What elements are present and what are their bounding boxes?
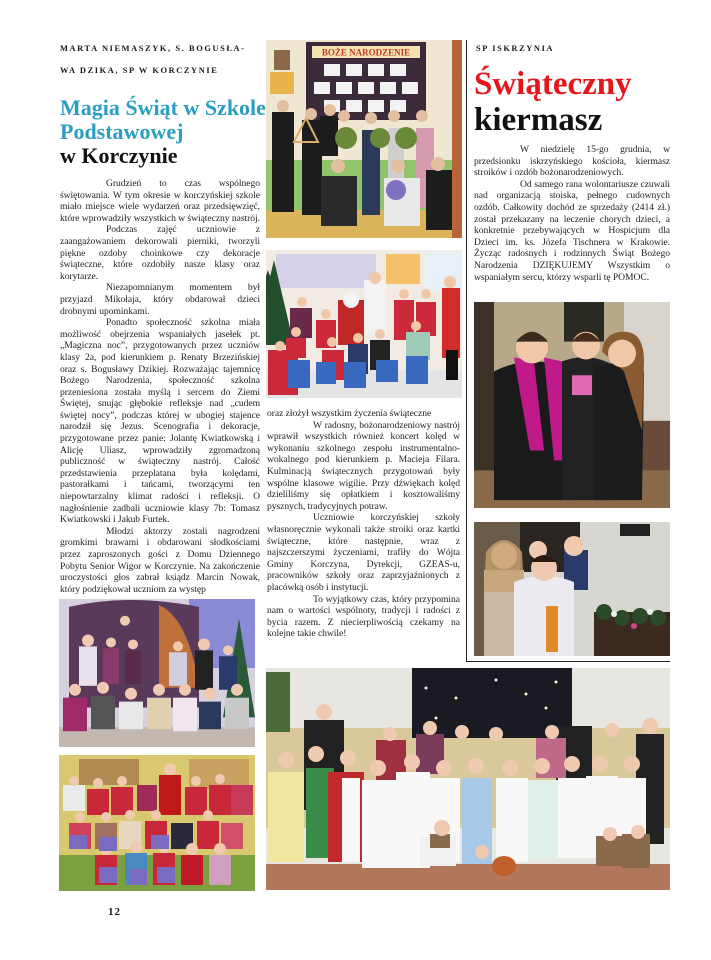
paragraph: Niezapomnianym momentem był przyjazd Mikołaja, który obdarował dzieci drobnymi upominkami. [60,282,260,317]
article-title [60,96,270,168]
photo-santa-visit [266,250,462,398]
article-title-right [474,66,674,138]
paragraph: Od samego rana wolontariusze czuwali nad organizacją stoiska, pełnego cudownych ozdób. Całkowity dochód ze sprzedaży (2414 zł.) został przekazany na leczenie chorych dzieci, a konkretnie przebywających w Hospicjum dla Dzieci im. ks. Józefa Tischnera w Krakowie. Życząc radosnych i rodzinnych Świąt Bożego Narodzenia DZIĘKUJEMY Wszystkim o wspaniałym sercu, którzy wsparli tę POMOC. [474,178,670,283]
title-line-1: Magia Świąt w Szkole [60,95,266,120]
paragraph: To wyjątkowy czas, który przypomina nam o wartości wspólnoty, tradycji i radości z bycia razem. Z niecierpliwością czekamy na kolejne takie chwile! [267,593,460,640]
article-body-right [474,144,670,283]
photo-class-with-gifts [59,755,255,891]
page-number: 12 [108,906,121,918]
photo-nativity-costumes-group [266,668,670,890]
paragraph: Młodzi aktorzy zostali nagrodzeni gromkimi brawami i obdarowani słodkościami przez zaproszonych gości z Domu Dziennego Pobytu Senior Wigor w Korczynie. Na zakończenie uroczystości głos zabrał ksiądz Marcin Nowak, który podziękował uczniom za występ [60,525,260,595]
paragraph: Podczas zajęć uczniowie z zaangażowaniem dekorowali pierniki, tworzyli piękne ozdoby choinkowe czy dekoracje świąteczne, które ozdobiły nasze klasy oraz korytarze. [60,224,260,282]
article-body-column-1 [60,178,260,595]
title-line-3: w Korczynie [60,143,178,168]
paragraph: Grudzień to czas wspólnego świętowania. W tym okresie w korczyńskiej szkole miało miejsce wiele wydarzeń oraz przedsięwzięć, które wprowadziły wszystkich w świąteczny nastrój. [60,178,260,224]
paragraph: Uczniowie korczyńskiej szkoły własnoręcznie wykonali także stroiki oraz kartki świąteczne, które następnie, wraz z najszczerszymi życzeniami, trafiły do Wójta Gminy Korczyna, Dyrekcji, GZEAS-u, pracowników szkoły oraz zaprzyjaźnionych z placówką osób i instytucji. [267,512,460,593]
paragraph: Ponadto społeczność szkolna miała możliwość obejrzenia wspaniałych jasełek pt. „Magiczna noc”, przygotowanych przez uczniów klasy 2a, pod kierunkiem p. Renaty Brzezińskiej oraz s. Bogusławy Dzikiej. Rozważając tajemnicę Bożego Narodzenia, społeczność szkolna przeniesiona została myślą i sercem do Ziemi Świętej, snując głębokie refleksje nad „cudem świętej nocy”, podczas której w ubogiej stajence narodził się Jezus. Scenografia i dekoracje, przygotowane przez panie: Jolantę Kwiatkowską i Alicję Uliasz, wprowadziły zgromadzoną publiczność w świąteczny nastrój. Całość przedstawienia przeplatana była kolędami, pastorałkami i tańcami, tworzącymi ten niepowtarzalny klimat radości i refleksji. O nagłośnienie zadbali uczniowie klasy 7b: Tomasz Kwiatkowski i Jakub Furtek. [60,317,260,526]
box-border-bottom [466,661,670,662]
title-line-2: Podstawowej [60,119,184,144]
photo-volunteers-with-donation-box [474,522,670,656]
byline-line-1: MARTA NIEMASZYK, S. BOGUSŁA- [60,44,246,53]
photo-nativity-play-group [59,599,255,747]
article-byline [60,38,260,82]
article-byline-right: SP ISKRZYNIA [476,44,555,53]
paragraph: W niedzielę 15-go grudnia, w przedsionku iskrzyńskiego kościoła, kiermasz stroików i ozdób bożonarodzeniowych. [474,144,670,179]
banner-text: BOŻE NARODZENIE [321,47,411,58]
photo-students-with-wreaths [266,40,462,238]
title-line-2: kiermasz [474,102,603,138]
box-border-left [466,40,467,662]
byline-line-2: WA DZIKA, SP W KORCZYNIE [60,66,219,75]
article-body-column-2 [267,408,460,640]
title-line-1: Świąteczny [474,66,632,102]
photo-volunteers-girls [474,302,670,508]
paragraph: W radosny, bożonarodzeniowy nastrój wprawił wszystkich również koncert kolęd w wykonaniu szkolnego zespołu instrumentalno-wokalnego pod kierunkiem p. Macieja Filara. Kulminacją świątecznych przygotowań były wspólne klasowe wigilie. Przy dźwiękach kolęd dzieliliśmy się opłatkiem i kosztowaliśmy pysznych, tradycyjnych potraw. [267,419,460,512]
paragraph: oraz złożył wszystkim życzenia świąteczne [267,408,432,419]
